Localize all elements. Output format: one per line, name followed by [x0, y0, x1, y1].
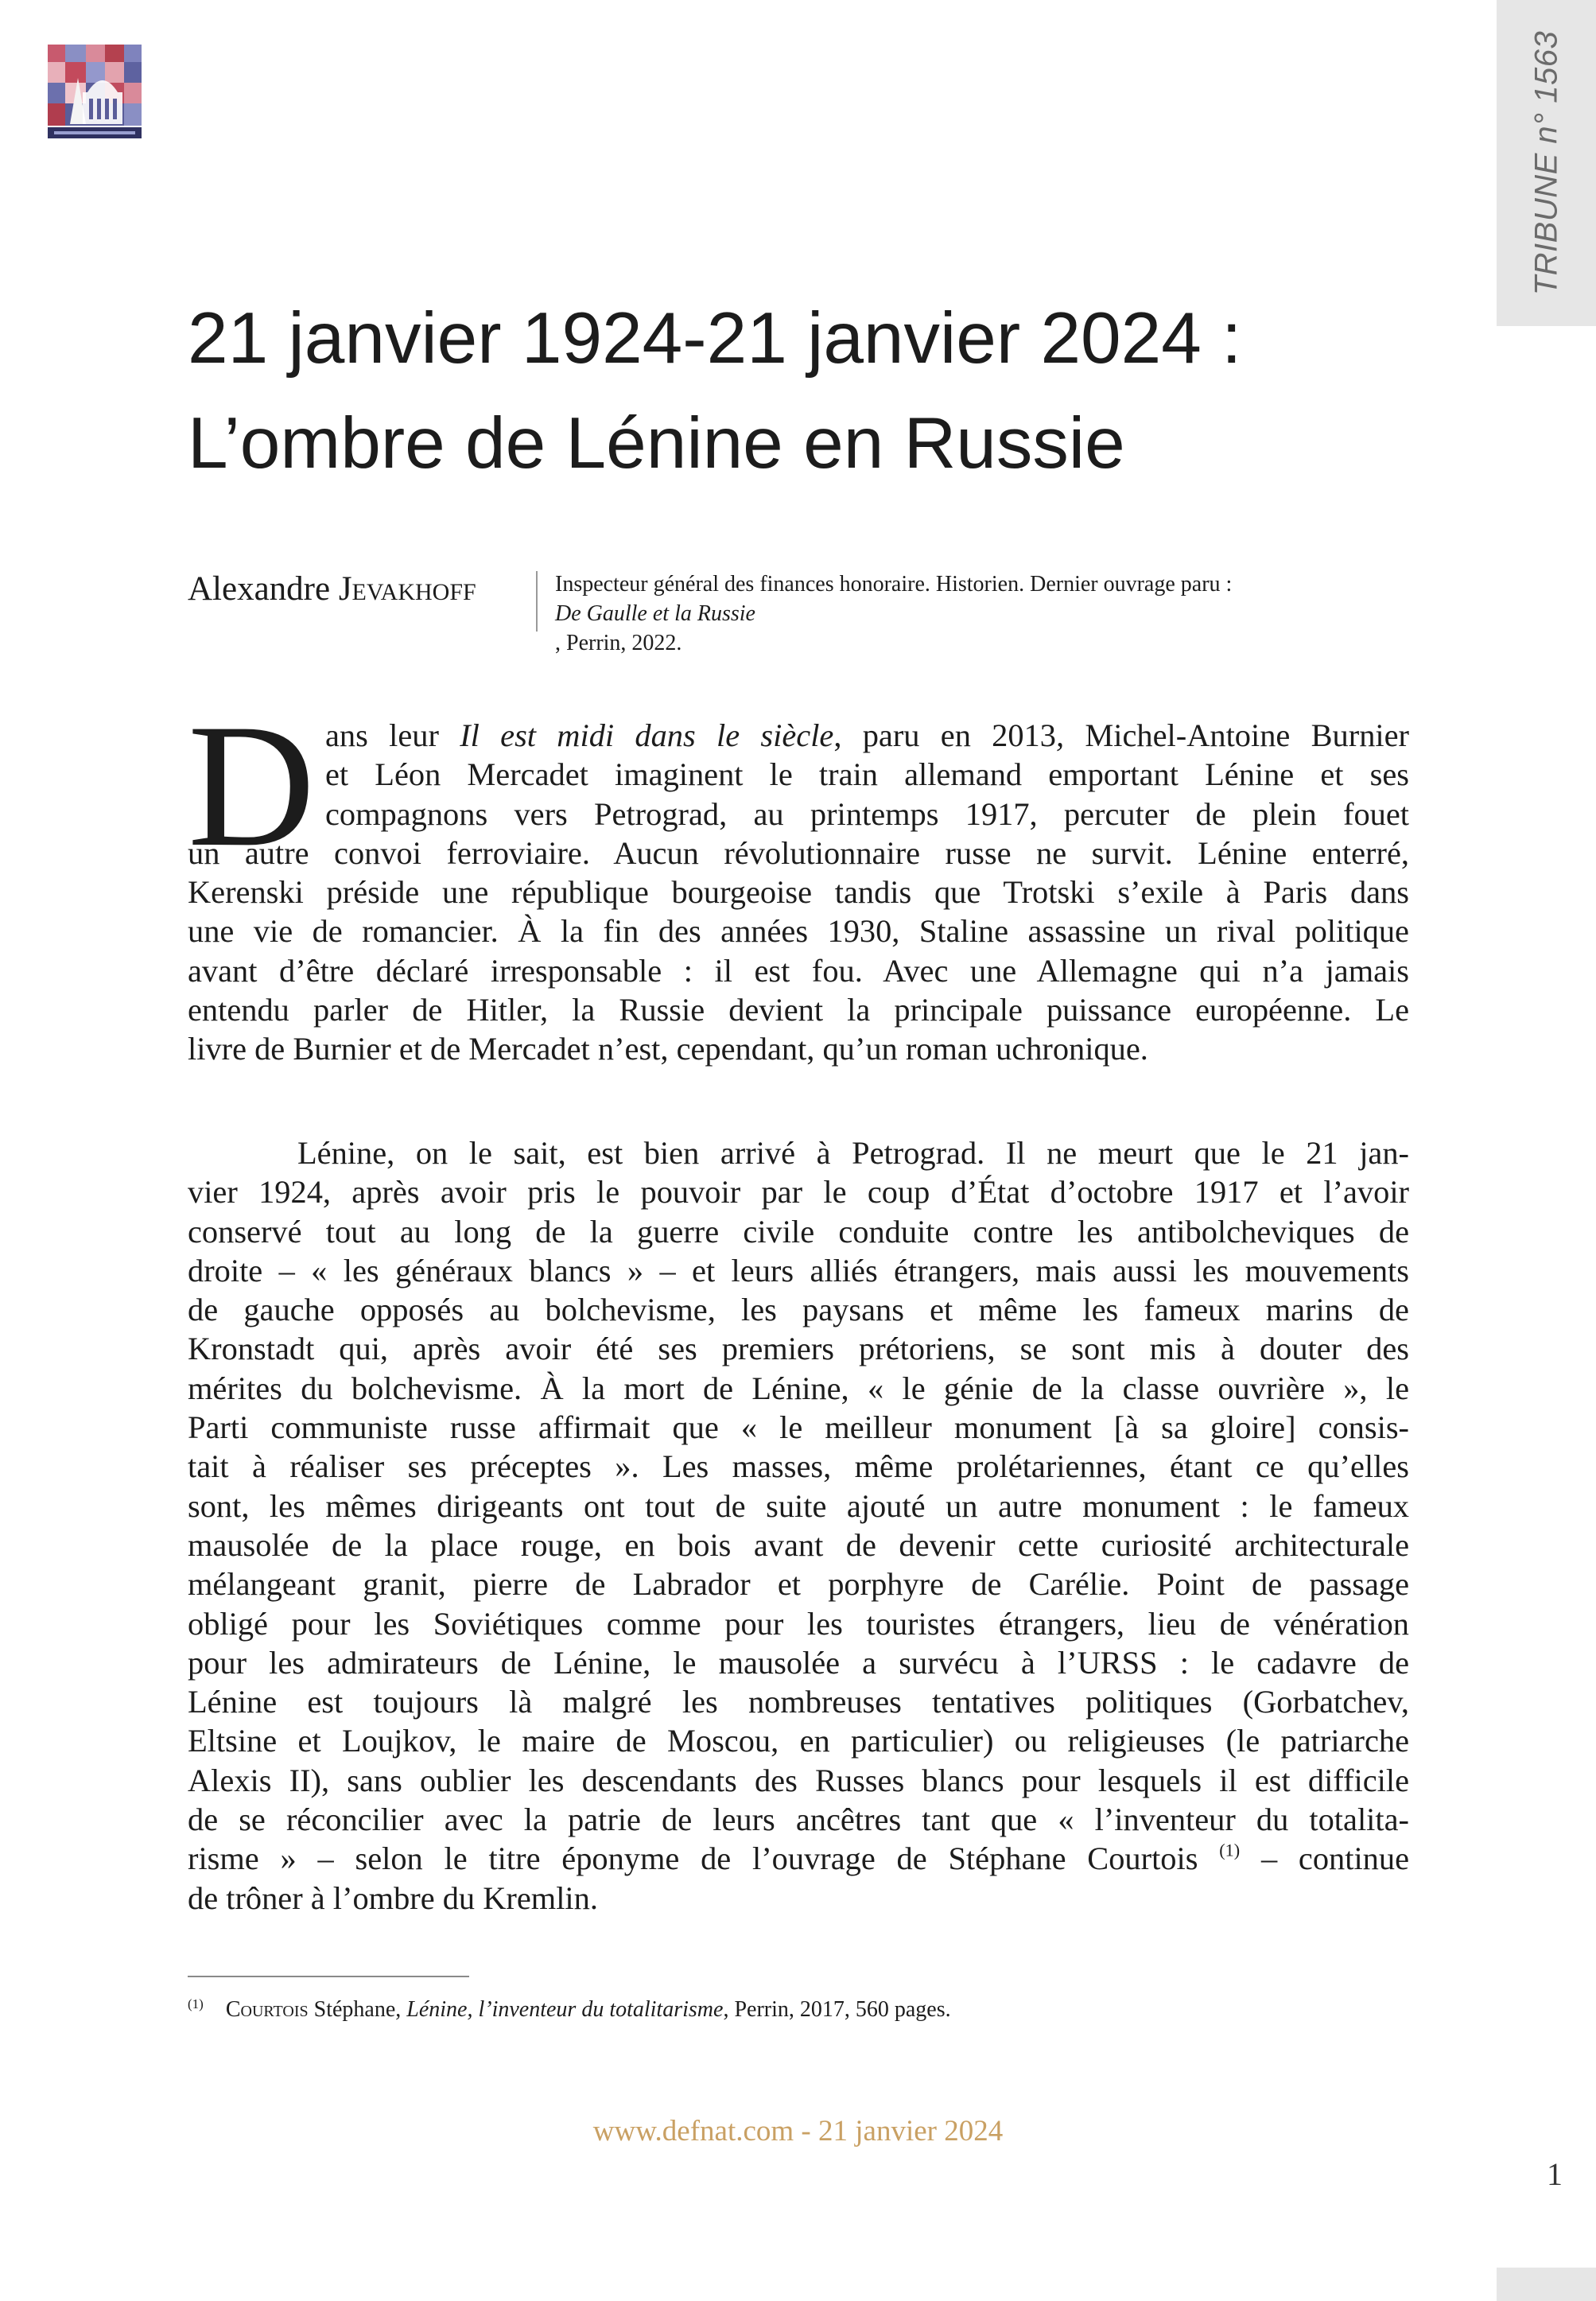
body-line: mausolée de la place rouge, en bois avant de devenir cette curiosité architecturale — [188, 1526, 1409, 1563]
intro-line-7: avant d’être déclaré irresponsable : il est fou. Avec une Allemagne qui n’a jamais — [188, 952, 1409, 989]
intro-line-5: Kerenski préside une république bourgeoise tandis que Trotski s’exile à Paris dans — [188, 874, 1409, 911]
author-divider — [536, 571, 538, 632]
bio-publisher: , Perrin, 2022. — [555, 631, 682, 655]
bio-line-1: Inspecteur général des finances honoraire. Historien. Dernier ouvrage paru : — [555, 572, 1233, 597]
footnote-mark: (1) — [188, 1996, 204, 2011]
body-line: mélangeant granit, pierre de Labrador et porphyre de Carélie. Point de passage — [188, 1566, 1409, 1603]
tribune-number: TRIBUNE n° 1563 — [1528, 30, 1564, 296]
intro-line-9: livre de Burnier et de Mercadet n’est, cependant, qu’un roman uchronique. — [188, 1031, 1148, 1067]
page-number: 1 — [1547, 2156, 1563, 2192]
body-line: mérites du bolchevisme. À la mort de Lénine, « le génie de la classe ouvrière », le — [188, 1370, 1409, 1406]
page-number-tab — [1497, 2268, 1596, 2301]
intro-line-1-end: Michel-Antoine Burnier — [1064, 717, 1409, 753]
footnote-divider — [188, 1976, 469, 1977]
author-name — [188, 569, 476, 610]
intro-line-1-mid: , paru en 2013 — [833, 717, 1056, 753]
footnote — [188, 1990, 951, 2024]
page-title — [188, 286, 1428, 496]
author-bio — [555, 569, 1409, 658]
footnote-publisher: , Perrin, 2017, 560 pages. — [723, 1997, 951, 2022]
body-line-19 — [188, 1839, 1409, 1878]
intro-line-8: entendu parler de Hitler, la Russie devient la principale puissance européenne. Le — [188, 992, 1409, 1028]
body-line: vier 1924, après avoir pris le pouvoir par le coup d’État d’octobre 1917 et l’avoir — [188, 1174, 1409, 1211]
body-line: Lénine, on le sait, est bien arrivé à Petrograd. Il ne meurt que le 21 jan- — [297, 1135, 1409, 1171]
body-line: Lénine est toujours là malgré les nombreuses tentatives politiques (Gorbatchev, — [188, 1684, 1409, 1720]
author-last-name: Jevakhoff — [338, 570, 476, 608]
body-line: sont, les mêmes dirigeants ont tout de suite ajouté un autre monument : le fameux — [188, 1487, 1409, 1524]
body-line: Parti communiste russe affirmait que « le meilleur monument [à sa gloire] consis- — [188, 1409, 1409, 1446]
author-first-name: Alexandre — [188, 570, 339, 608]
title-line-1: 21 janvier 1924-21 janvier 2024 : — [188, 298, 1242, 379]
revue-defense-nationale-logo — [48, 45, 142, 140]
book-title: Il est midi dans le siècle — [460, 717, 834, 753]
drop-cap: D — [188, 688, 316, 884]
bio-book-title: De Gaulle et la Russie — [555, 601, 755, 626]
body-line: de se réconcilier avec la patrie de leurs ancêtres tant que « l’inventeur du totalita- — [188, 1802, 1409, 1838]
body-line: droite – « les généraux blancs » – et leurs alliés étrangers, mais aussi les mouvements — [188, 1252, 1409, 1288]
body-line: Kronstadt qui, après avoir été ses premiers prétoriens, se sont mis à douter des — [188, 1331, 1409, 1367]
body-line-19-start: risme » – selon le titre éponyme de l’ouvrage de Stéphane Courtois — [188, 1840, 1220, 1877]
footer-link[interactable]: www.defnat.com - 21 janvier 2024 — [592, 2115, 1004, 2147]
footnote-author: Courtois — [225, 1997, 309, 2022]
body-line: de gauche opposés au bolchevisme, les paysans et même les fameux marins de — [188, 1292, 1409, 1328]
intro-line-1-comma: , — [1055, 717, 1065, 753]
body-paragraph — [188, 1133, 1409, 1918]
body-line: Alexis II), sans oublier les descendants des Russes blancs pour lesquels il est difficile — [188, 1762, 1409, 1798]
intro-line-4: un autre convoi ferroviaire. Aucun révolutionnaire russe ne survit. Lénine enterré, — [188, 834, 1409, 871]
title-line-2: L’ombre de Lénine en Russie — [188, 403, 1125, 484]
footnote-title: Lénine, l’inventeur du totalitarisme — [406, 1997, 724, 2022]
footnote-reference[interactable]: (1) — [1219, 1840, 1241, 1860]
intro-line-6: une vie de romancier. À la fin des années 1930, Staline assassine un rival politique — [188, 913, 1409, 950]
intro-line-3: compagnons vers Petrograd, au printemps 1917, percuter de plein fouet — [325, 795, 1409, 832]
footnote-first-name: Stéphane, — [308, 1997, 407, 2022]
intro-line-2: et Léon Mercadet imaginent le train allemand emportant Lénine et ses — [325, 756, 1409, 793]
body-line-19-end: – continue — [1240, 1840, 1409, 1877]
intro-line-1 — [188, 716, 1409, 755]
bio-line-2 — [555, 599, 1409, 658]
body-line: Eltsine et Loujkov, le maire de Moscou, en particulier) ou religieuses (le patriarche — [188, 1723, 1409, 1759]
body-line-20: de trôner à l’ombre du Kremlin. — [188, 1879, 598, 1916]
intro-paragraph — [188, 716, 1409, 1069]
body-line: conservé tout au long de la guerre civile conduite contre les antibolcheviques de — [188, 1213, 1409, 1250]
body-line: obligé pour les Soviétiques comme pour les touristes étrangers, lieu de vénération — [188, 1605, 1409, 1642]
intro-line-1-start: ans leur — [325, 717, 460, 753]
body-line: pour les admirateurs de Lénine, le mausolée a survécu à l’URSS : le cadavre de — [188, 1644, 1409, 1681]
body-line: tait à réaliser ses préceptes ». Les masses, même prolétariennes, étant ce qu’elles — [188, 1448, 1409, 1485]
